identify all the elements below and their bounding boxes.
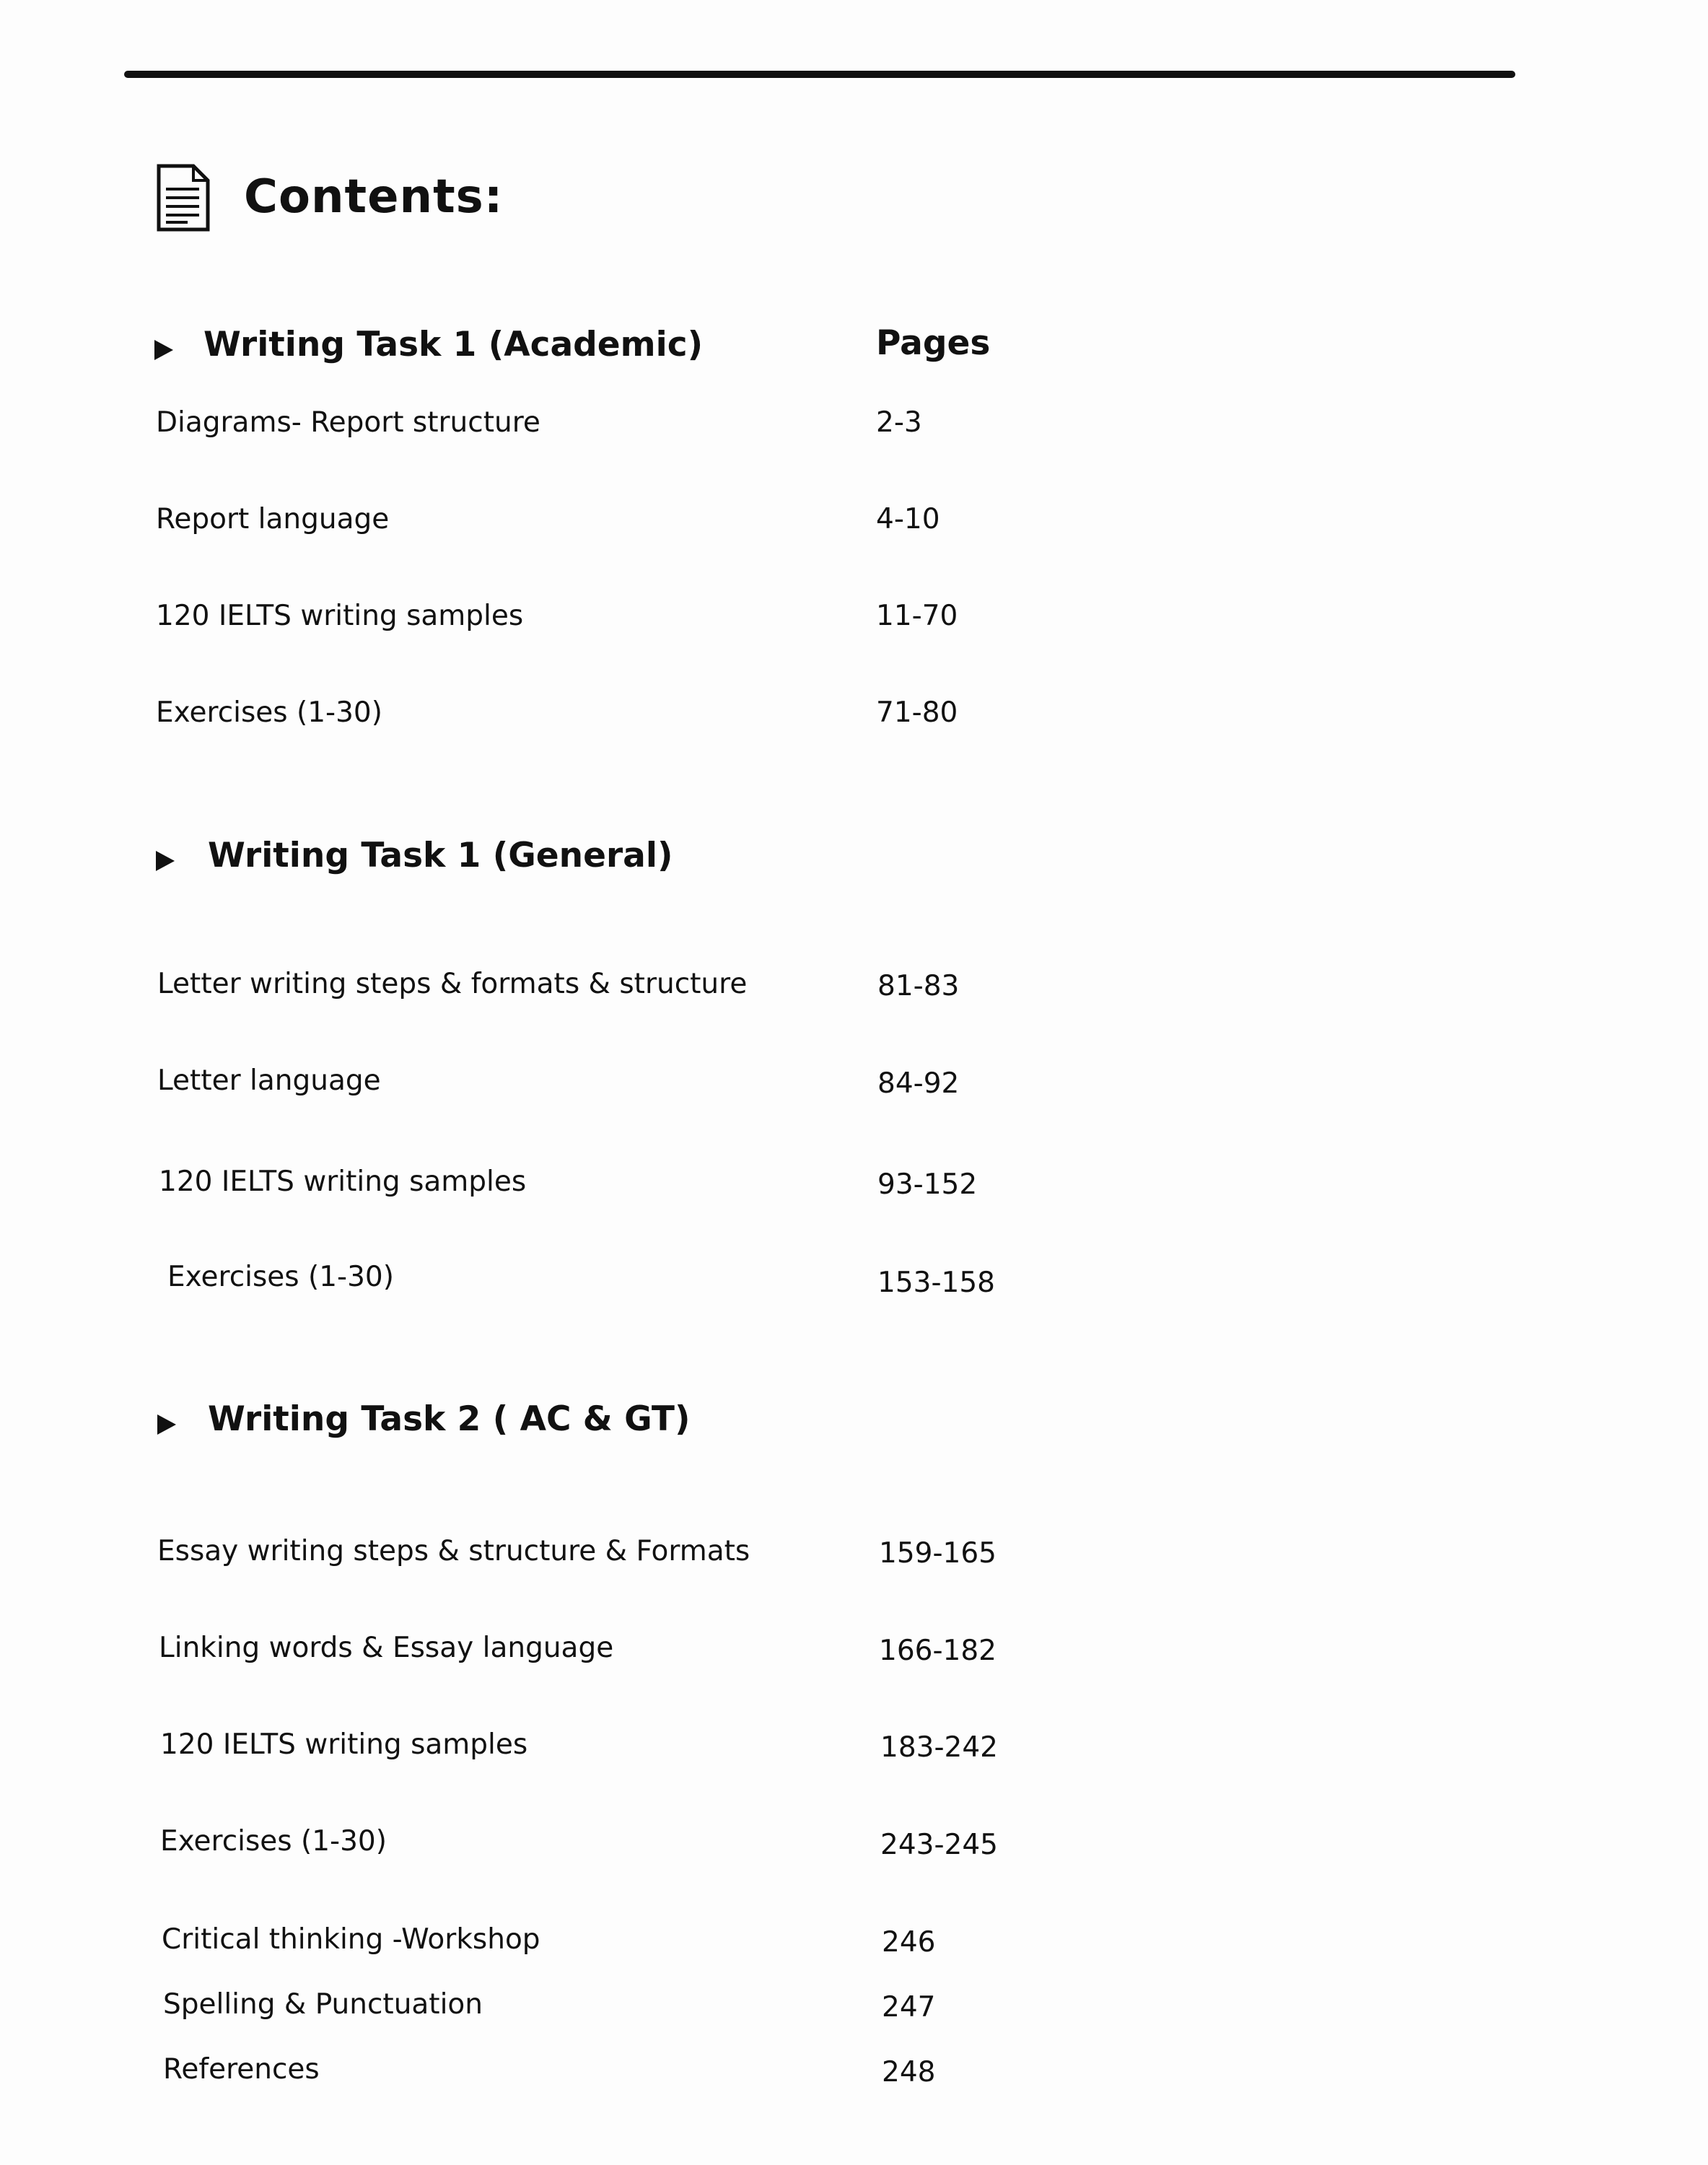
entry-pages: 159-165	[879, 1537, 997, 1570]
entry-label: Diagrams- Report structure	[156, 406, 540, 439]
entry-label: Report language	[156, 503, 390, 535]
section-heading-general: Writing Task 1 (General)	[208, 836, 673, 875]
entry-pages: 247	[882, 1991, 936, 2024]
entry-label: Exercises (1-30)	[156, 696, 382, 729]
page-title: Contents:	[244, 170, 504, 224]
entry-pages: 4-10	[876, 503, 940, 535]
section-bullet-icon	[156, 851, 175, 871]
document-icon	[156, 163, 211, 232]
section-bullet-icon	[157, 1414, 176, 1435]
entry-label: References	[163, 2053, 320, 2086]
top-rule	[124, 71, 1515, 78]
entry-label: Letter language	[157, 1064, 381, 1097]
entry-pages: 246	[882, 1926, 936, 1959]
section-bullet-icon	[154, 340, 173, 360]
entry-label: 120 IELTS writing samples	[156, 600, 524, 632]
entry-label: Exercises (1-30)	[160, 1825, 387, 1858]
entry-pages: 153-158	[877, 1267, 995, 1299]
entry-pages: 183-242	[880, 1731, 998, 1764]
entry-pages: 248	[882, 2056, 936, 2089]
entry-pages: 84-92	[877, 1067, 960, 1100]
entry-label: Linking words & Essay language	[159, 1632, 614, 1664]
entry-pages: 11-70	[876, 600, 958, 632]
entry-pages: 166-182	[879, 1635, 997, 1667]
entry-label: 120 IELTS writing samples	[160, 1728, 528, 1761]
entry-label: Critical thinking -Workshop	[162, 1923, 540, 1956]
entry-label: Exercises (1-30)	[167, 1261, 394, 1293]
entry-label: Letter writing steps & formats & structure	[157, 968, 748, 1000]
entry-pages: 243-245	[880, 1829, 998, 1861]
entry-pages: 2-3	[876, 406, 922, 439]
entry-pages: 71-80	[876, 696, 958, 729]
entry-pages: 93-152	[877, 1168, 978, 1201]
entry-pages: 81-83	[877, 970, 960, 1002]
entry-label: Essay writing steps & structure & Formats	[157, 1535, 750, 1567]
entry-label: 120 IELTS writing samples	[159, 1165, 527, 1198]
entry-label: Spelling & Punctuation	[163, 1988, 483, 2021]
pages-column-header: Pages	[876, 323, 991, 363]
section-heading-academic: Writing Task 1 (Academic)	[203, 325, 704, 364]
section-heading-task2: Writing Task 2 ( AC & GT)	[208, 1399, 691, 1439]
